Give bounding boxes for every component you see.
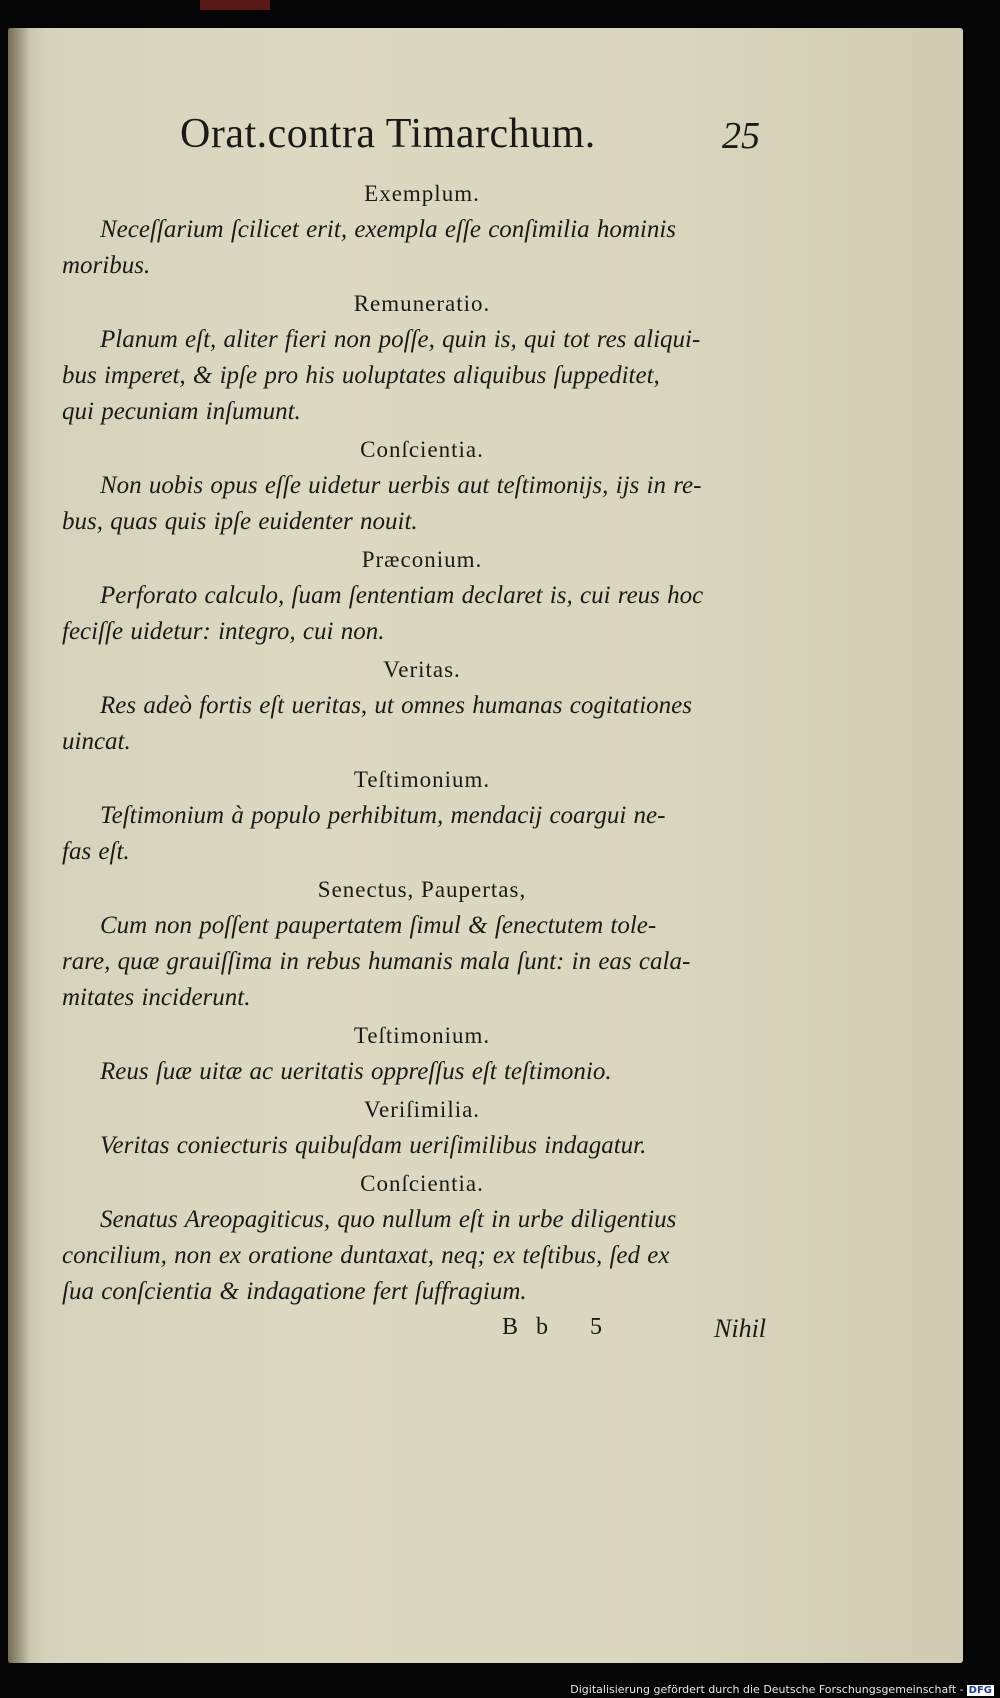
dfg-logo: DFG xyxy=(968,1684,992,1696)
section-heading: Exemplum. xyxy=(364,181,480,206)
running-head xyxy=(62,110,782,174)
section-heading: Teſtimonium. xyxy=(353,767,491,792)
page-text-block xyxy=(62,110,782,1354)
spine-shadow xyxy=(8,28,30,1663)
passage-line: Res adeò fortis eſt ueritas, ut omnes humanas cogitationes xyxy=(100,692,692,719)
section-heading: Præconium. xyxy=(361,547,483,572)
passage-line: Cum non poſſent paupertatem ſimul & ſenectutem tole- xyxy=(100,912,657,939)
section-passage xyxy=(62,1054,782,1090)
passage-line: Senatus Areopagiticus, quo nullum eſt in urbe diligentius xyxy=(100,1206,677,1233)
section-passage xyxy=(62,688,782,760)
binding-edge-mark xyxy=(200,0,270,10)
passage-line: rare, quæ grauiſſima in rebus humanis mala ſunt: in eas cala- xyxy=(62,948,691,975)
passage-line: Reus ſuæ uitæ ac ueritatis oppreſſus eſt teſtimonio. xyxy=(100,1058,612,1085)
passage-line: Non uobis opus eſſe uidetur uerbis aut teſtimonijs, ijs in re- xyxy=(100,472,702,499)
page-number: 25 xyxy=(722,115,760,157)
section-passage xyxy=(62,212,782,284)
passage-line: fas eſt. xyxy=(62,838,130,865)
running-title: Orat.contra Timarchum. xyxy=(180,111,596,157)
passage-line: moribus. xyxy=(62,252,151,279)
section-passage xyxy=(62,468,782,540)
section-heading: Teſtimonium. xyxy=(353,1023,491,1048)
catchword: Nihil xyxy=(714,1314,767,1343)
passage-line: Perforato calculo, ſuam ſententiam declaret is, cui reus hoc xyxy=(100,582,704,609)
passage-line: mitates inciderunt. xyxy=(62,984,251,1011)
section-heading: Conſcientia. xyxy=(360,1171,484,1196)
section-heading: Senectus, Paupertas, xyxy=(317,877,527,902)
passage-line: Neceſſarium ſcilicet erit, exempla eſſe conſimilia hominis xyxy=(100,216,676,243)
section-heading: Conſcientia. xyxy=(360,437,484,462)
passage-line: Veritas coniecturis quibuſdam ueriſimilibus indagatur. xyxy=(100,1132,647,1159)
passage-line: ſua conſcientia & indagatione fert ſuffragium. xyxy=(62,1278,527,1305)
section-heading: Veritas. xyxy=(383,657,461,682)
passage-line: Teſtimonium à populo perhibitum, mendacij coargui ne- xyxy=(100,802,666,829)
passage-line: bus imperet, & ipſe pro his uoluptates aliquibus ſuppeditet, xyxy=(62,362,660,389)
section-passage xyxy=(62,798,782,870)
section-heading: Remuneratio. xyxy=(353,291,491,316)
passage-line: uincat. xyxy=(62,728,131,755)
signature-mark: Bb 5 xyxy=(502,1314,621,1340)
digitization-credit xyxy=(570,1683,994,1696)
section-heading: Veriſimilia. xyxy=(363,1097,481,1122)
section-passage xyxy=(62,1202,782,1310)
passage-line: feciſſe uidetur: integro, cui non. xyxy=(62,618,385,645)
passage-line: concilium, non ex oratione duntaxat, neq; ex teſtibus, ſed ex xyxy=(62,1242,670,1269)
page-footer xyxy=(62,1314,782,1354)
passage-line: bus, quas quis ipſe euidenter nouit. xyxy=(62,508,418,535)
section-passage xyxy=(62,908,782,1016)
section-passage xyxy=(62,1128,782,1164)
credit-text: Digitalisierung gefördert durch die Deutsche Forschungsgemeinschaft - xyxy=(570,1683,964,1696)
passage-line: qui pecuniam inſumunt. xyxy=(62,398,301,425)
passage-line: Planum eſt, aliter fieri non poſſe, quin is, qui tot res aliqui- xyxy=(100,326,701,353)
section-passage xyxy=(62,322,782,430)
section-passage xyxy=(62,578,782,650)
sections-container xyxy=(62,176,782,1310)
